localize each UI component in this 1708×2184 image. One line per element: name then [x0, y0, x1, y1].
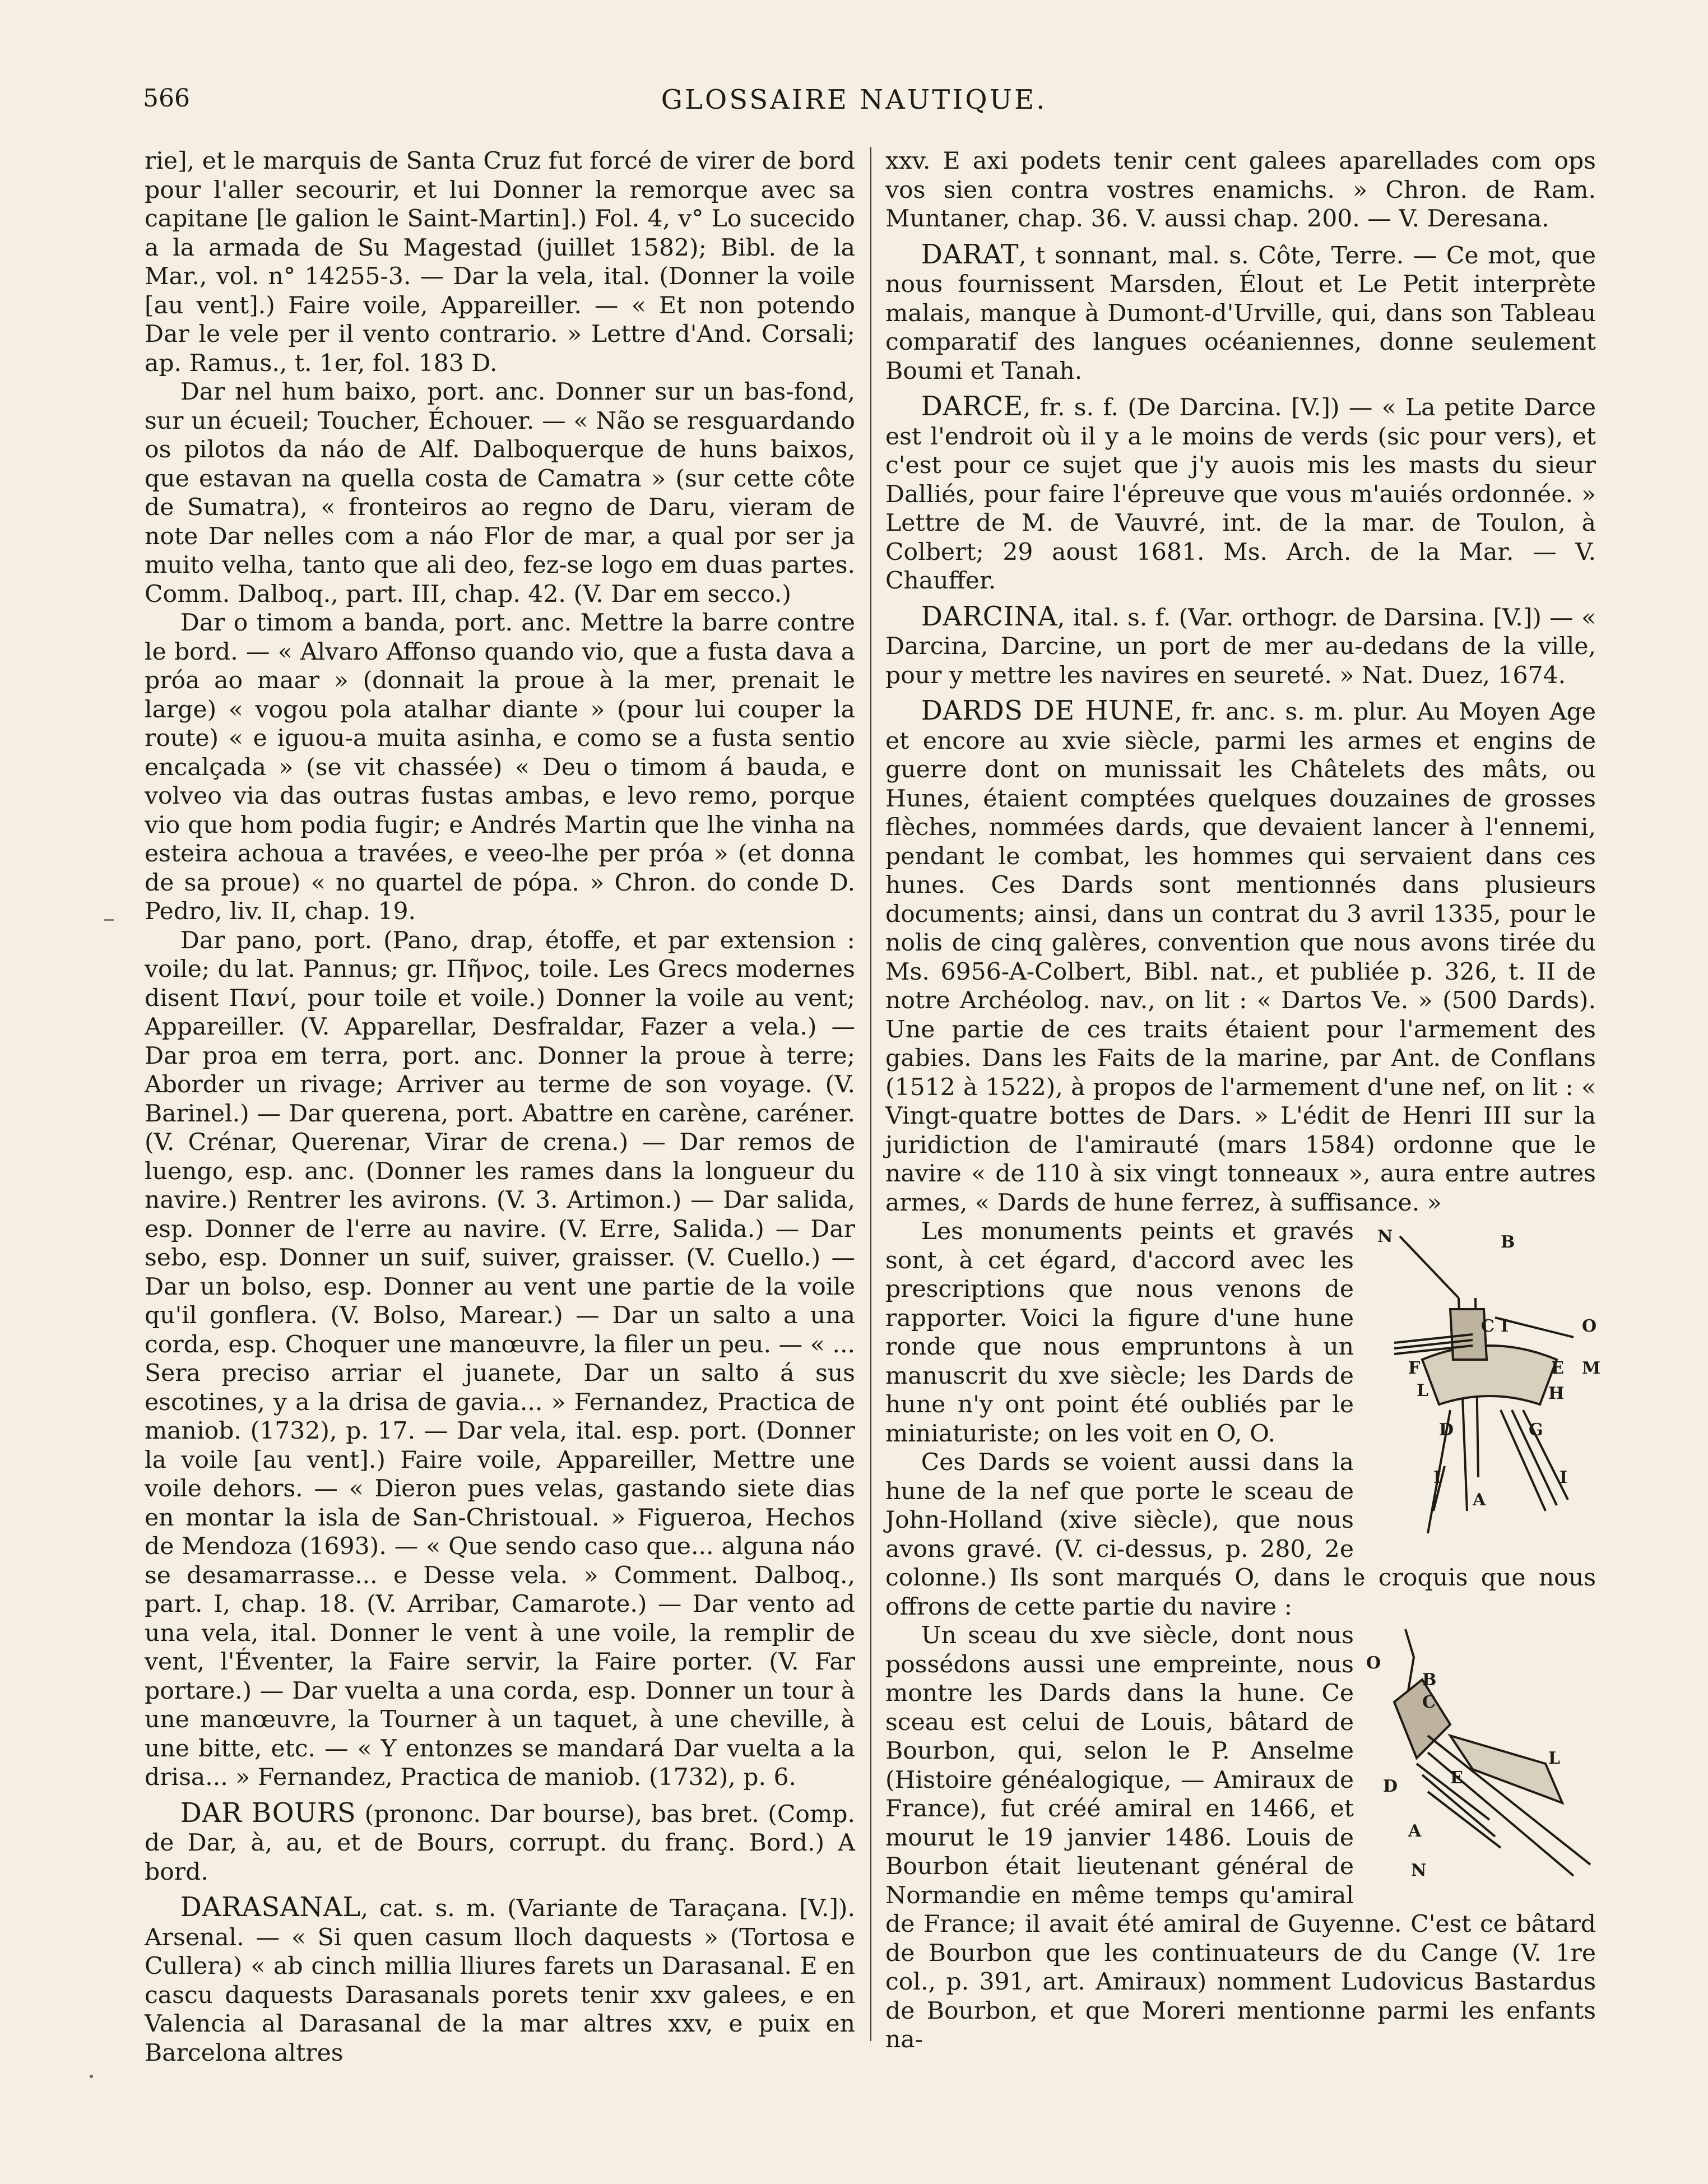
running-title: GLOSSAIRE NAUTIQUE. [661, 84, 1047, 115]
left-column [145, 147, 855, 2067]
fig-label: B [1501, 1232, 1515, 1252]
paragraph: Un sceau du xve siècle, dont nous possédons aussi une empreinte, nous montre les Dards dans la hune. Ce sceau est celui de Louis, bâtard de Bourbon, qui, selon le P. Anselme (Histoire généalogique, — Amiraux de France), fut créé amiral en 1466, et mourut le 19 janvier 1486. Louis de Bourbon était lieutenant général de Normandie en même temps qu'amiral de France; il avait été amiral de Guyenne. C'est ce bâtard de Bourbon que les continuateurs de du Cange (V. 1re col., p. 391, art. Amiraux) nomment Ludovicus Bastardus de Bourbon, et que Moreri mentionne parmi les enfants na- [885, 1622, 1596, 2053]
fig-label: F [1408, 1358, 1421, 1378]
fig-label: A [1473, 1490, 1486, 1510]
entry-body: , ital. s. f. (Var. orthogr. de Darsina. [V.]) — « Darcina, Darcine, un port de mer au-dedans de la ville, pour y mettre les navires en seureté. » Nat. Duez, 1674. [885, 604, 1596, 689]
figure-sceau [1361, 1624, 1596, 1889]
sceau-illustration [1361, 1624, 1596, 1881]
column-rule [870, 147, 871, 2041]
fig-label: O [1366, 1653, 1381, 1673]
entry-darce [885, 392, 1596, 596]
fig-label: C [1481, 1316, 1494, 1336]
figure-block-hune [885, 1217, 1601, 1621]
entry-body: , fr. s. f. (De Darcina. [V.]) — « La petite Darce est l'endroit où il y a le moins de verds (sic pour vers), et c'est pour ce sujet que j'y auois mis les masts du sieur Dalliés, pour faire l'épreuve que vous m'auiés ordonnée. » Lettre de M. de Vauvré, int. de la mar. de Toulon, à Colbert; 29 aoust 1681. Ms. Arch. de la Mar. — V. Chauffer. [885, 394, 1596, 595]
paragraph: Dar pano, port. (Pano, drap, étoffe, et par extension : voile; du lat. Pannus; gr. Πῆνος, toile. Les Grecs modernes disent Πανί, pour toile et voile.) Donner la voile au vent; Appareiller. (V. Apparellar, Desfraldar, Fazer a vela.) — Dar proa em terra, port. anc. Donner la proue à terre; Aborder un rivage; Arriver au terme de son voyage. (V. Barinel.) — Dar querena, port. Abattre en carène, caréner. (V. Crénar, Querenar, Virar de crena.) — Dar remos de luengo, esp. anc. (Donner les rames dans la longueur du navire.) Rentrer les avirons. (V. 3. Artimon.) — Dar salida, esp. Donner de l'erre au navire. (V. Erre, Salida.) — Dar sebo, esp. Donner un suif, suiver, graisser. (V. Cuello.) — Dar un bolso, esp. Donner au vent une partie de la voile qu'il gonflera. (V. Bolso, Marear.) — Dar un salto a una corda, esp. Choquer une manœuvre, la filer un peu. — « ... Sera preciso arriar el juanete, Dar un salto á sus escotines, y a la drisa de gavia... » Fernandez, Practica de maniob. (1732), p. 17. — Dar vela, ital. esp. port. (Donner la voile [au vent].) Faire voile, Appareiller, Mettre une voile dehors. — « Dieron pues velas, gastando siete dias en montar la isla de San-Christoual. » Figueroa, Hechos de Mendoza (1693). — « Que sendo caso que... alguna náo se desamarrasse... e Desse vela. » Comment. Dalboq., part. I, chap. 18. (V. Arribar, Camarote.) — Dar vento ad una vela, ital. Donner le vent à une voile, la remplir de vent, l'Éventer, la Faire servir, la Faire porter. (V. Far portare.) — Dar vuelta a una corda, esp. Donner un tour à une manœuvre, la Tourner à un taquet, à une cheville, à une bitte, etc. — « Y entonzes se mandará Dar vuelta a la drisa... » Fernandez, Practica de maniob. (1732), p. 6. [145, 926, 855, 1791]
fig-label: M [1582, 1358, 1601, 1378]
paragraph: rie], et le marquis de Santa Cruz fut forcé de virer de bord pour l'aller secourir, et lui Donner la remorque avec sa capitane [le galion le Saint-Martin].) Fol. 4, v° Lo sucecido a la armada de Su Magestad (juillet 1582); Bibl. de la Mar., vol. n° 14255-3. — Dar la vela, ital. (Donner la voile [au vent].) Faire voile, Appareiller. — « Et non potendo Dar le vele per il vento contrario. » Lettre d'And. Corsali; ap. Ramus., t. 1er, fol. 183 D. [145, 147, 855, 377]
hune-illustration [1361, 1219, 1601, 1533]
fig-label: L [1417, 1381, 1429, 1401]
figure-hune-ronde [1361, 1219, 1601, 1541]
fig-label: D [1383, 1777, 1398, 1796]
running-header [143, 84, 1565, 123]
fig-label: H [1548, 1384, 1565, 1403]
fig-label: I [1560, 1468, 1568, 1487]
paragraph: Les monuments peints et gravés sont, à cet égard, d'accord avec les prescriptions que nous venons de rapporter. Voici la figure d'une hune ronde que nous empruntons à un manuscrit du xve siècle; les Dards de hune n'y ont point été oubliés par le miniaturiste; on les voit en O, O. [885, 1218, 1354, 1448]
entry-body: (prononc. Dar bourse), bas bret. (Comp. de Dar, à, au, et de Bours, corrupt. du franç. Bord.) A bord. [145, 1800, 855, 1886]
entry-dar-bours [145, 1799, 855, 1887]
fig-label: I [1501, 1316, 1509, 1336]
entry-darcina [885, 602, 1596, 690]
paragraph: Ces Dards se voient aussi dans la hune de la nef que porte le sceau de John-Holland (xive siècle), que nous avons gravé. (V. ci-dessus, p. 280, 2e colonne.) Ils sont marqués O, dans le croquis que nous offrons de cette partie du navire : [885, 1449, 1596, 1621]
page-number: 566 [143, 84, 190, 113]
entry-body: , t sonnant, mal. s. Côte, Terre. — Ce mot, que nous fournissent Marsden, Élout et Le Petit interprète malais, manque à Dumont-d'Urville, qui, dans son Tableau comparatif des langues océaniennes, donne seulement Boumi et Tanah. [885, 242, 1596, 385]
margin-mark [104, 919, 114, 921]
entry-darat [885, 240, 1596, 386]
margin-dot [90, 2075, 93, 2078]
paragraph: xxv. E axi podets tenir cent galees aparellades com ops vos sien contra vostres enamichs. » Chron. de Ram. Muntaner, chap. 36. V. aussi chap. 200. — V. Deresana. [885, 147, 1596, 233]
fig-label: B [1422, 1670, 1437, 1690]
headword: DARAT [921, 239, 1019, 270]
entry-darasanal [145, 1893, 855, 2067]
headword: DARCINA [921, 601, 1057, 632]
fig-label: O [1582, 1316, 1597, 1336]
headword: DARASANAL [180, 1892, 361, 1923]
headword: DARDS DE HUNE [921, 695, 1175, 726]
entry-body: , cat. s. m. (Variante de Taraçana. [V.]). Arsenal. — « Si quen casum lloch daquests » (Tortosa e Cullera) « ab cinch millia lliures farets un Darasanal. E en cascu daquests Darasanals porets tenir xxv galees, e en Valencia al Darasanal de la mar altres xxv, e puix en Barcelona altres [145, 1895, 855, 2067]
fig-label: I [1433, 1468, 1442, 1487]
fig-label: L [1548, 1749, 1561, 1768]
entry-body: , fr. anc. s. m. plur. Au Moyen Age et encore au xvie siècle, parmi les armes et engins de guerre dont on munissait les Châtelets des mâts, ou Hunes, étaient comptées quelques douzaines de grosses flèches, nommées dards, que devaient lancer à l'ennemi, pendant le combat, les hommes qui servaient dans ces hunes. Ces Dards sont mentionnés dans plusieurs documents; ainsi, dans un contrat du 3 avril 1335, pour le nolis de cinq galères, convention que nous avons tirée du Ms. 6956-A-Colbert, Bibl. nat., et publiée p. 326, t. II de notre Archéolog. nav., on lit : « Dartos Ve. » (500 Dards). Une partie de ces traits étaient pour l'armement des gabies. Dans les Faits de la marine, par Ant. de Conflans (1512 à 1522), à propos de l'armement d'une nef, on lit : « Vingt-quatre bottes de Dars. » L'édit de Henri III sur la juridiction de l'amirauté (mars 1584) ordonne que le navire « de 110 à six vingt tonneaux », aura entre autres armes, « Dards de hune ferrez, à suffisance. » [885, 698, 1596, 1217]
fig-label: A [1408, 1821, 1422, 1841]
fig-label: N [1377, 1227, 1393, 1246]
paragraph: Dar nel hum baixo, port. anc. Donner sur un bas-fond, sur un écueil; Toucher, Échouer. — « Não se resguardando os pilotos da náo de Alf. Dalboquerque de huns baixos, que estavan na quella costa de Camatra » (sur cette côte de Sumatra), « fronteiros ao regno de Daru, vieram de note Dar nelles com a náo Flor de mar, a qual por ser ja muito velha, tanto que ali deo, fez-se logo em duas partes. Comm. Dalboq., part. III, chap. 42. (V. Dar em secco.) [145, 378, 855, 608]
fig-label: D [1439, 1420, 1454, 1440]
fig-label: E [1450, 1768, 1463, 1788]
entry-dards-de-hune [885, 697, 1596, 1217]
figure-block-sceau [885, 1621, 1596, 2055]
paragraph: Dar o timom a banda, port. anc. Mettre la barre contre le bord. — « Alvaro Affonso quando vio, que a fusta dava a próa ao maar » (donnait la proue à la mer, prenait le large) « vogou pola atalhar diante » (pour lui couper la route) « e iguou-a muita asinha, e como se a fusta sentio encalçada » (se vit chassée) « Deu o timom á bauda, e volveo via das outras fustas ambas, e levo remo, porque vio que hom podia fugir; e Andrés Martin que lhe vinha na esteira achoua a travées, e veeo-lhe per próa » (et donna de sa proue) « no quartel de pópa. » Chron. do conde D. Pedro, liv. II, chap. 19. [145, 609, 855, 925]
fig-label: C [1422, 1693, 1436, 1712]
headword: DAR BOURS [180, 1797, 356, 1829]
fig-label: E [1551, 1358, 1564, 1378]
headword: DARCE [921, 391, 1023, 422]
fig-label: G [1529, 1420, 1543, 1440]
right-column [885, 147, 1601, 2055]
fig-label: N [1411, 1861, 1427, 1880]
